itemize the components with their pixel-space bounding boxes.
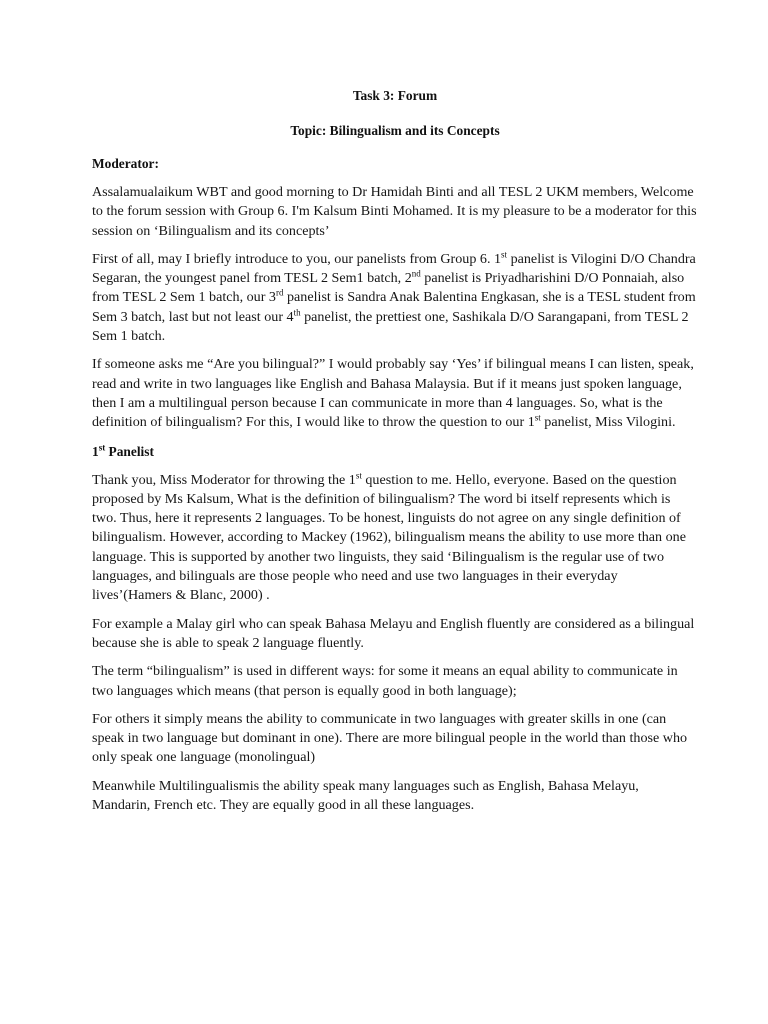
paragraph-text: panelist is Priyadharishini D/O Ponnaiah, also from TESL 2 Sem 1 batch, our 3: [92, 270, 685, 306]
paragraph-text: question to me. Hello, everyone. Based on the question proposed by Ms Kalsum, What is the definition of bilingualism? The word bi itself represents which is two. Thus, here it represents 2 languages. To be honest, linguists do not agree on any single definition of bilingualism. However, according to Mackey (1962), bilingualism means the ability to use more than one language. This is supported by another two linguists, they said ‘Bilingualism is the regular use of two languages, and bilinguals are those people who need and use two languages in their everyday lives’(Hamers & Blanc, 2000) .: [92, 471, 686, 604]
ordinal-suffix: st: [534, 412, 541, 423]
paragraph-text: panelist, Miss Vilogini.: [540, 414, 676, 431]
panelist-paragraph-1: [92, 471, 698, 606]
panelist-paragraph-3: The term “bilingualism” is used in different ways: for some it means an equal ability to communicate in two languages which means (that person is equally good in both language);: [92, 663, 678, 699]
moderator-heading: Moderator:: [92, 156, 159, 171]
heading-text: Panelist: [105, 443, 154, 459]
moderator-paragraph-2: [92, 250, 698, 346]
paragraph-text: panelist is Sandra Anak Balentina Engkasan, she is a TESL student from Sem 3 batch, last but not least our 4: [92, 289, 696, 325]
ordinal-suffix: st: [355, 469, 362, 480]
paragraph-text: If someone asks me “Are you bilingual?” I would probably say ‘Yes’ if bilingual means I can listen, speak, read and write in two languages like English and Bahasa Malaysia. But if it means just spoken language, then I am a multilingual person because I can communicate in more than 4 languages. So, what is the definition of bilingualism? For this, I would like to throw the question to our 1: [92, 356, 694, 431]
panelist-paragraph-2: For example a Malay girl who can speak Bahasa Melayu and English fluently are considered as a bilingual because she is able to speak 2 language fluently.: [92, 615, 695, 651]
moderator-paragraph-3: [92, 355, 698, 432]
paragraph-text: panelist is Vilogini D/O Chandra Segaran, the youngest panel from TESL 2 Sem1 batch, 2: [92, 250, 696, 287]
ordinal-suffix: rd: [275, 287, 284, 298]
ordinal-suffix: st: [98, 442, 106, 453]
heading-text: 1: [92, 443, 99, 459]
document-title: Task 3: Forum: [352, 88, 438, 103]
paragraph-text: panelist, the prettiest one, Sashikala D/O Sarangapani, from TESL 2 Sem 1 batch.: [92, 308, 689, 345]
document-topic: Topic: Bilingualism and its Concepts: [290, 123, 500, 138]
paragraph-text: First of all, may I briefly introduce to you, our panelists from Group 6. 1: [92, 250, 502, 267]
panelist-paragraph-5: Meanwhile Multilingualismis the ability speak many languages such as English, Bahasa Melayu, Mandarin, French etc. They are equally good in all these languages.: [92, 777, 639, 814]
ordinal-suffix: th: [293, 307, 301, 318]
paragraph-text: Thank you, Miss Moderator for throwing the 1: [92, 471, 356, 488]
panelist-heading: [92, 442, 698, 461]
ordinal-suffix: nd: [411, 268, 421, 279]
moderator-paragraph-1: Assalamualaikum WBT and good morning to Dr Hamidah Binti and all TESL 2 UKM members, Welcome to the forum session with Group 6. I'm Kalsum Binti Mohamed. It is my pleasure to be a moderator for this session on ‘Bilingualism and its concepts’: [92, 184, 697, 239]
panelist-paragraph-4: For others it simply means the ability to communicate in two languages with greater skills in one (can speak in two language but dominant in one). There are more bilingual people in the world than those who only speak one language (monolingual): [92, 710, 688, 766]
ordinal-suffix: st: [501, 249, 508, 260]
